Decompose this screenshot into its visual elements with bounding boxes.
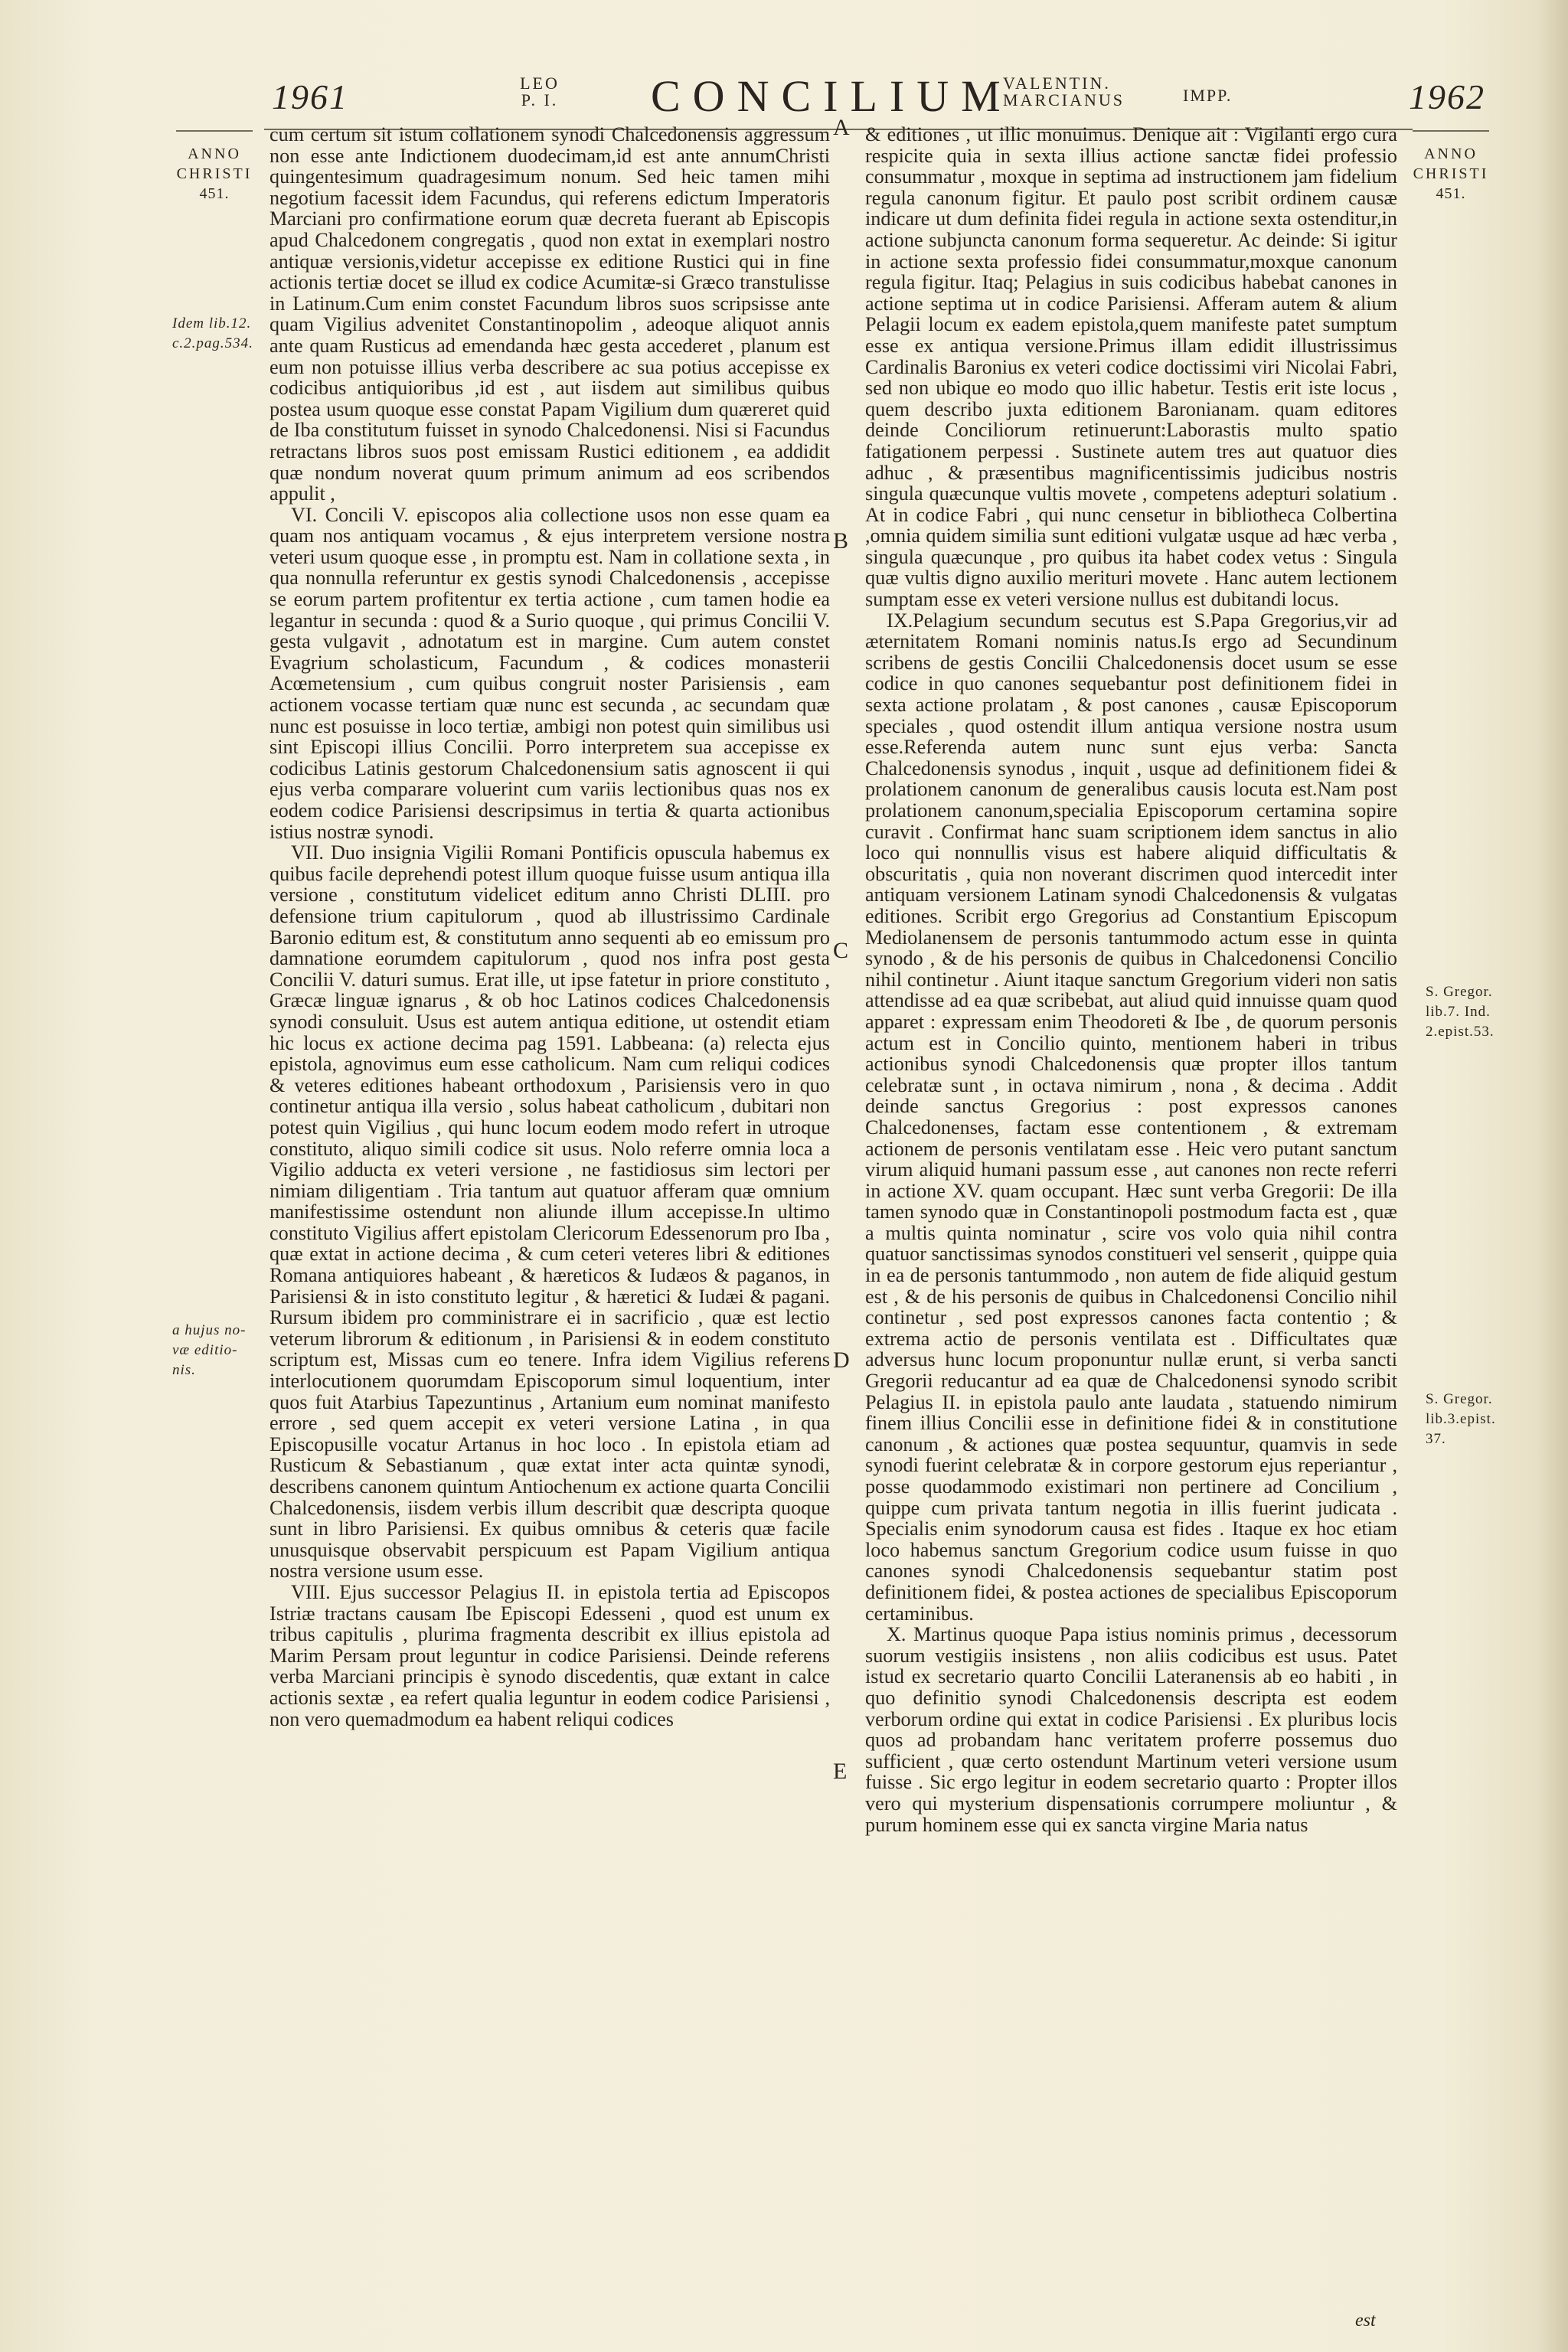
right-column	[865, 124, 1397, 1835]
header-impp: IMPP.	[1183, 86, 1233, 105]
margin-year: 451.	[199, 185, 230, 202]
margin-note-line: a hujus no-	[172, 1322, 247, 1338]
margin-note-line: S. Gregor.	[1426, 1391, 1493, 1407]
margin-note-line: Idem lib.12.	[172, 315, 252, 332]
margin-note-line: 37.	[1426, 1431, 1446, 1447]
margin-note-gregor-2	[1426, 1390, 1517, 1449]
margin-rule-left	[176, 130, 253, 132]
header-valentin: VALENTIN.	[1003, 74, 1111, 93]
page-number-right: 1962	[1409, 77, 1485, 116]
header-emperors	[1003, 75, 1202, 109]
margin-anno-word: ANNO	[188, 145, 241, 162]
left-column	[270, 124, 830, 1730]
paragraph-vii: VII. Duo insignia Vigilii Romani Pontificis opuscula habemus ex quibus facile deprehendi potest illum quoque fuisse usum antiqua illa versione , constitutum videlicet editum anno Christi DLIII. pro defensione trium capitulorum , quod ab illustrissimo Cardinale Baronio editum est, & constitutum anno sequenti ab eo emissum pro damnatione eorumdem capitulorum , quod nos infra post gesta Concilii V. daturi sumus. Erat ille, ut ipse fatetur in priore constituto , Græcæ linguæ ignarus , & ob hoc Latinos codices Chalcedonensis synodi consuluit. Usus est autem antiqua editione, ut ostendit etiam hic locus ex actione decima pag 1591. Labbeana: (a) relecta ejus epistola, agnovimus eum esse catholicum. Nam cum reliqui codices & veteres editiones habeant orthodoxum , Parisiensis vero in quo continetur antiqua illa versio , solus habeat catholicum , dubitari non potest quin Vigilius , qui hunc locum eodem modo refert in utroque constituto, aliquo simili codice sit usus. Nolo referre omnia loca a Vigilio adducta ex veteri versione , ne fastidiosus sim lectori per nimiam diligentiam . Tria tantum aut quatuor afferam quæ omnium manifestissime ostendunt non aliunde illum accepisse.In ultimo constituto Vigilius affert epistolam Clericorum Edessenorum pro Iba , quæ extat in actione decima , & cum ceteri veteres libri & editiones Romana antiquiores habeant , & hæreticos & Iudæos & paganos, in Parisiensi & in isto constituto legitur , & hæretici & Iudæi & pagani. Rursum ibidem pro comministrare ei in sacrificio , quæ est lectio veterum librorum & editionum , in Parisiensi & in eodem constituto scriptum est, Missas cum eo tenere. Infra idem Vigilius referens interlocutionem quorumdam Episcoporum simul loquentium, inter quos fuit Atarbius Tapezuntinus , Artanium eum nominat manifesto errore , sed quem accepit ex veteri versione Latina , in qua Episcopusille vocatur Artanus in hoc loco . In epistola etiam ad Rusticum & Sebastianum , quæ extat inter acta quintæ synodi, describens canonem quintum Antiochenum ex actione quarta Concilii Chalcedonensis, iisdem verbis illum describit quæ descripta quoque sunt in libro Parisiensi. Ex quibus omnibus & ceteris quæ facile unusquisque observabit perspicuum est Papam Vigilium antiqua nostra versione usum esse.	[270, 841, 830, 1583]
catchword: est	[1355, 2311, 1376, 2331]
margin-note-line: 2.epist.53.	[1426, 1024, 1494, 1040]
margin-anno-left	[176, 144, 253, 204]
margin-anno-word: ANNO	[1424, 145, 1478, 162]
section-letter-e: E	[833, 1759, 848, 1784]
margin-note-gregor-1	[1426, 982, 1517, 1042]
margin-year: 451.	[1436, 185, 1466, 202]
paragraph-ix: IX.Pelagium secundum secutus est S.Papa Gregorius,vir ad æternitatem Romani nominis natus.Is ergo ad Secundinum scribens de gestis Concilii Chalcedonensis docet usum se esse codice in quo canones sequebantur post definitionem fidei in sexta actione prolatam , & post canones , causæ Episcoporum speciales , quod ostendit illum antiqua versione nostra usum esse.Referenda autem nunc sunt ejus verba: Sancta Chalcedonensis synodus , inquit , usque ad definitionem fidei & prolationem canonum de generalibus causis locuta est.Nam post prolationem canonum,specialia Episcoporum certamina sopire curavit . Confirmat hanc suam scriptionem idem sanctus in alio loco qui nonnullis visus est habere aliquid difficultatis & obscuritatis , quia non noverant discrimen quod intercedit inter antiquam versionem Latinam synodi Chalcedonensis & vulgatas editiones. Scribit ergo Gregorius ad Constantium Episcopum Mediolanensem de personis tantummodo actum esse in quinta synodo , & de his personis de quibus in Chalcedonensi Concilio nihil continetur . Aiunt itaque sanctum Gregorium videri non satis attendisse ad ea quæ scribebat, aut aliud quid innuisse quam quod apparet : expressam enim Theodoreti & Ibe , de quorum personis actum est in Concilio quinto, mentionem haberi in tribus actionibus synodi Chalcedonensis quæ propter illos tantum celebratæ sunt , in octava nimirum , nona , & decima . Addit deinde sanctus Gregorius : post expressos canones Chalcedonenses, factam esse contentionem , & extremam actionem de personis ventilatam esse . Heic vero putant sanctum virum aliquid humani passum esse , aut canones non recte referri in actione XV. quam occupant. Hæc sunt verba Gregorii: De illa tamen synodo quæ in Constantinopoli postmodum facta est , quæ a multis quinta nominatur , scire vos volo quia nihil contra quatuor sanctissimas synodos constitueri vel senserit , quippe quia in ea de personis tantummodo , non autem de fide aliquid gestum est , & de his personis de quibus in Chalcedonensi Concilio nihil continetur , sed post expressos canones facta contentio ; & extrema actio de personis ventilata est . Difficultates quæ adversus hunc locum proponuntur nullæ erunt, si verba sancti Gregorii reducantur ad ea quæ de Chalcedonensi synodo scribit Pelagius II. in epistola paulo ante laudata , statuendo nimirum finem illius Concilii esse in definitione fidei & in constitutione canonum , & actiones quæ postea sequuntur, quamvis in sede synodi fuerint celebratæ & in corpore gestorum ejus reperiantur , posse quodammodo existimari non pertinere ad Concilium , quippe cum privata tantum negotia in illis fuerint judicata . Specialis enim synodorum causa est fides . Itaque ex hoc etiam loco habemus sanctum Gregorium codice usum fuisse in quo canones synodi Chalcedonensis sequebantur statim post definitionem fidei, & postea actiones de specialibus Episcoporum certaminibus.	[865, 609, 1397, 1625]
running-title: CONCILIUM	[651, 71, 1013, 121]
section-letter-d: D	[833, 1348, 850, 1373]
margin-anno-right	[1413, 144, 1489, 204]
margin-note-line: S. Gregor.	[1426, 984, 1493, 1000]
header-leo-pope: P. I.	[521, 90, 559, 109]
margin-christi-word: CHRISTI	[1413, 165, 1489, 182]
margin-note-hujus	[172, 1321, 264, 1380]
margin-note-line: væ editio-	[172, 1342, 238, 1358]
paragraph-continuation-right: & editiones , ut illic monuimus. Denique ait : Vigilanti ergo cura respicite quia in sexta illius actione sanctæ fidei professio consummatur , moxque in septima ad instructionem jam fidelium regula canonum figitur. Et paulo post scribit ordinem causæ indicare ut dum definita fidei regula in actione sexta ostenditur,in actione subjuncta canonum forma sequeretur. Ac deinde: Si igitur in actione sexta professio fidei consummatur,moxque canonum regula figitur. Itaq; Pelagius in suis codicibus habebat canones in actione septima ut in codice Parisiensi. Afferam autem & alium Pelagii locum ex eadem epistola,quem manifeste patet sumptum esse ex antiqua versione.Primus illam edidit illustrissimus Cardinalis Baronius ex veteri codice doctissimi viri Nicolai Fabri, sed non ubique eo modo quo illic habetur. Testis erit iste locus , quem describo juxta editionem Baronianam. quam editores deinde Conciliorum retinuerunt:Laborastis multo spatio fatigationem perpessi . Sustinete autem tres aut quatuor dies adhuc , & præsentibus magnificentissimis judicibus nostris singula quæcunque vultis movete , competens adepturi solatium . At in codice Fabri , qui nunc censetur in bibliotheca Colbertina ,omnia quidem similia sunt editioni vulgatæ usque ad hæc verba , singula quæcunque , pro quibus ita habet codex vetus : Singula quæ vultis digno auxilio merituri movete . Hanc autem lectionem sumptam esse ex veteri versione nullus est dubitandi locus.	[865, 123, 1397, 611]
section-letter-a: A	[833, 115, 850, 140]
margin-note-line: c.2.pag.534.	[172, 335, 253, 351]
margin-christi-word: CHRISTI	[176, 165, 253, 182]
section-letter-b: B	[833, 528, 849, 554]
margin-note-idem	[172, 314, 264, 354]
page-edge-shadow	[1537, 0, 1568, 2352]
margin-note-line: lib.7. Ind.	[1426, 1004, 1491, 1020]
margin-rule-right	[1413, 130, 1489, 132]
paragraph-continuation: cum certum sit istum collationem synodi Chalcedonensis aggressum non esse ante Indictionem duodecimam,id est ante annumChristi quingentesimum quadragesimum nonum. Sed heic tamen mihi negotium facessit idem Facundus, qui referens edictum Imperatoris Marciani pro confirmatione eorum quæ decreta fuerant ab Episcopis apud Chalcedonem congregatis , quod non extat in exemplari nostro antiquæ versionis,videtur accepisse ex editione Rustici qui in fine actionis tertiæ docet se illud ex codice Acumitæ-si Græco transtulisse in Latinum.Cum enim constet Facundum libros suos scripsisse ante quam Vigilius advenitet Constantinopolim , adeoque aliquot annis ante quam Rusticus ad emendanda hæc gesta accederet , planum est eum non potuisse illius verba describere ac sua potius accepisse ex codicibus antiquioribus ,id est , aut iisdem aut similibus quibus postea usum quoque esse constat Papam Vigilium dum quæreret quid de Iba constitutum fuisset in synodo Chalcedonensi. Nisi si Facundus retractans libros suos post emissam Rustici editionem , ea addidit quæ nondum noverat quum primum animum ad eos scribendos appulit ,	[270, 123, 830, 505]
margin-note-line: nis.	[172, 1362, 196, 1378]
paragraph-viii: VIII. Ejus successor Pelagius II. in epistola tertia ad Episcopos Istriæ tractans causam Ibe Episcopi Edesseni , quod est unum ex tribus capitulis , plurima fragmenta describit ex illius epistola ad Marim Persam prout leguntur in codice Parisiensi. Deinde referens verba Marciani principis è synodo discedentis, quæ extant in calce actionis sextæ , ea refert qualia leguntur in eodem codice Parisiensi , non vero quemadmodum ea habent reliqui codices	[270, 1580, 830, 1730]
paragraph-vi: VI. Concili V. episcopos alia collectione usos non esse quam ea quam nos antiquam vocamus , & ejus interpretem versione nostra veteri usum quoque esse , in promptu est. Nam in collatione sexta , in qua nonnulla referuntur ex gestis synodi Chalcedonensis , accepisse se eorum partem profitentur ex tertia actione , cum tamen hodie ea legantur in secunda : quod & a Surio quoque , qui primus Concilii V. gesta vulgavit , adnotatum est in margine. Cum autem constet Evagrium scholasticum, Facundum , & codices monasterii Acœmetensium , cum quibus congruit noster Parisiensis , eam actionem vocasse tertiam quæ nunc est secunda , ac secundam quæ nunc est posuisse in loco tertiæ, ambigi non potest quin similibus usi sint Episcopi illius Concilii. Porro interpretem sua accepisse ex codicibus Latinis gestorum Chalcedonensium satis agnoscent ii qui ejus verba comparare voluerint cum variis lectionibus quas nos ex eodem codice Parisiensi descripsimus in tertia & quarta actionibus istius nostræ synodi.	[270, 503, 830, 843]
section-letter-c: C	[833, 938, 849, 963]
header-leo-name: LEO	[520, 74, 560, 93]
paragraph-x: X. Martinus quoque Papa istius nominis primus , decessorum suorum vestigiis insistens , non aliis codicibus est usus. Patet istud ex secretario quarto Concilii Lateranensis ab eo habiti , in quo definitio synodi Chalcedonensis descripta est eodem verborum ordine qui extat in codice Parisiensi . Ex pluribus locis quos ad probandam hanc veritatem proferre possemus duo sufficient , quæ certo ostendunt Martinum veteri versione usum fuisse . Sic ergo legitur in eodem secretario quarto : Propter illos vero qui mysterium dispensationis corrumpere moliuntur , & purum hominem esse qui ex sancta virgine Maria natus	[865, 1623, 1397, 1836]
header-marcianus: MARCIANUS	[1003, 90, 1125, 109]
margin-note-line: lib.3.epist.	[1426, 1411, 1496, 1427]
page-number-left: 1961	[272, 77, 348, 116]
header-leo	[505, 75, 574, 109]
